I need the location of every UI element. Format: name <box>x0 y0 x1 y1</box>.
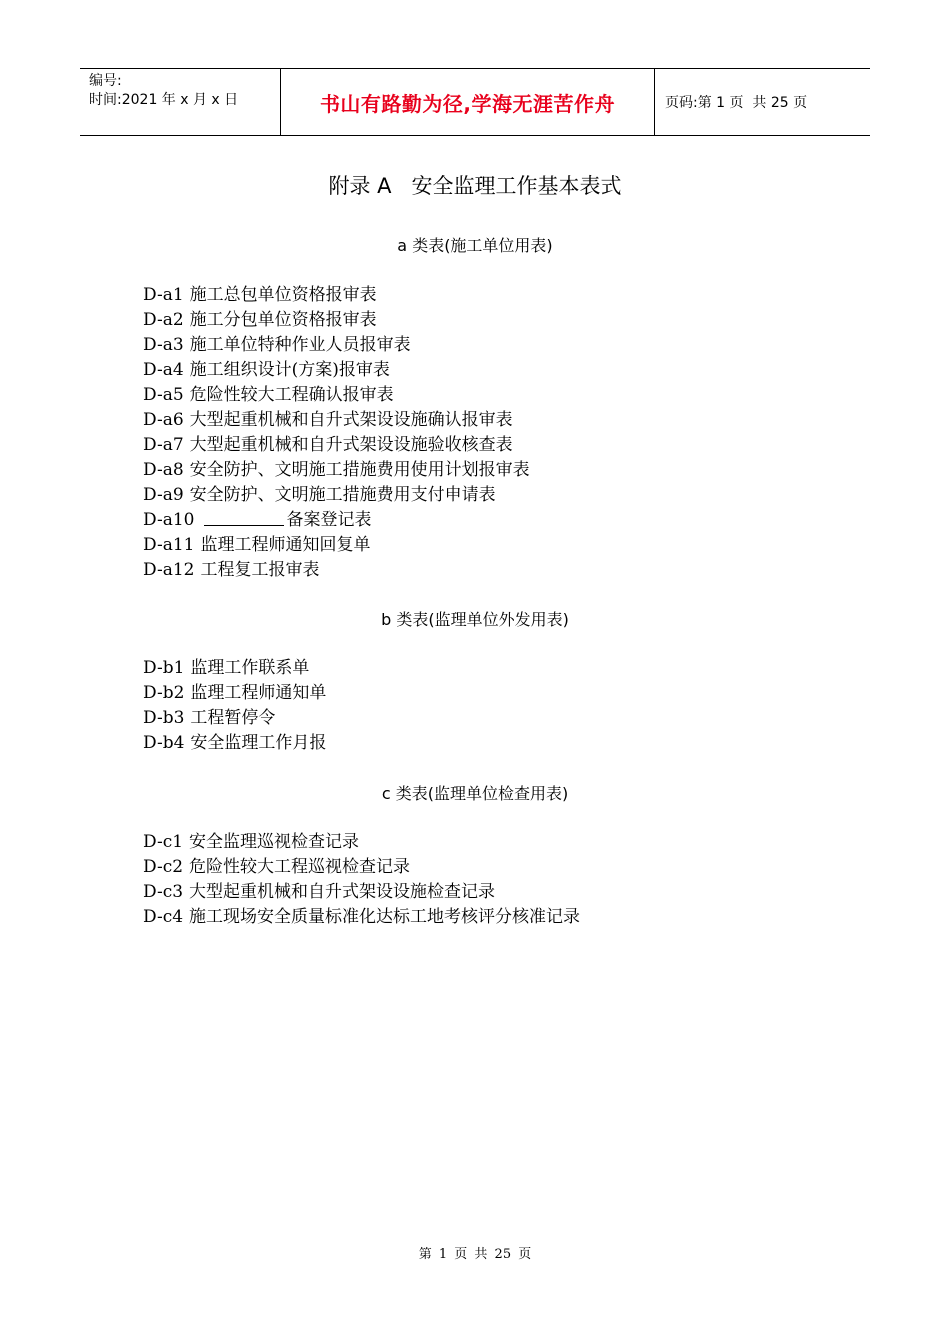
item-text: 危险性较大工程确认报审表 <box>189 385 394 405</box>
list-item <box>143 706 326 731</box>
list-item <box>143 308 530 333</box>
section-b-heading: b 类表(监理单位外发用表) <box>381 610 569 629</box>
item-code: D-a11 <box>143 535 195 555</box>
item-text: 工程复工报审表 <box>200 560 320 580</box>
list-item <box>143 880 580 905</box>
list-item <box>143 681 326 706</box>
header-meta <box>80 69 281 135</box>
item-code: D-a9 <box>143 485 184 505</box>
page-footer: 第 1 页 共 25 页 <box>418 1247 532 1262</box>
item-code: D-c1 <box>143 832 184 852</box>
header-page-number: 页码:第 1 页 共 25 页 <box>665 95 808 111</box>
item-code: D-b4 <box>143 733 185 753</box>
list-item <box>143 458 530 483</box>
item-code: D-c4 <box>143 907 184 927</box>
document-date: 时间:2021 年 x 月 x 日 <box>89 92 239 108</box>
list-item <box>143 731 326 756</box>
item-text: 安全防护、文明施工措施费用使用计划报审表 <box>189 460 530 480</box>
list-item <box>143 656 326 681</box>
section-c-heading: c 类表(监理单位检查用表) <box>381 784 569 803</box>
item-text: 监理工程师通知回复单 <box>200 535 371 555</box>
section-a-list <box>143 283 530 583</box>
list-item <box>143 483 530 508</box>
item-code: D-a8 <box>143 460 184 480</box>
section-c-list <box>143 830 580 930</box>
item-code: D-c2 <box>143 857 184 877</box>
item-text: 监理工程师通知单 <box>190 683 327 703</box>
item-code: D-a4 <box>143 360 184 380</box>
list-item <box>143 408 530 433</box>
item-text: 施工单位特种作业人员报审表 <box>189 335 411 355</box>
document-title: 附录 A 安全监理工作基本表式 <box>328 174 622 198</box>
item-text: 大型起重机械和自升式架设设施确认报审表 <box>189 410 513 430</box>
item-code: D-a2 <box>143 310 184 330</box>
list-item <box>143 533 530 558</box>
item-code: D-c3 <box>143 882 184 902</box>
item-text: 施工组织设计(方案)报审表 <box>189 360 390 380</box>
fill-in-blank <box>204 508 284 526</box>
section-a-heading: a 类表(施工单位用表) <box>397 236 553 255</box>
item-code: D-a5 <box>143 385 184 405</box>
list-item <box>143 383 530 408</box>
item-text: 施工分包单位资格报审表 <box>189 310 377 330</box>
item-text: 危险性较大工程巡视检查记录 <box>189 857 411 877</box>
item-text: 安全监理工作月报 <box>190 733 327 753</box>
list-item <box>143 433 530 458</box>
list-item <box>143 358 530 383</box>
item-code: D-b3 <box>143 708 185 728</box>
item-text: 安全防护、文明施工措施费用支付申请表 <box>189 485 496 505</box>
item-text: 施工总包单位资格报审表 <box>189 285 377 305</box>
list-item <box>143 830 580 855</box>
item-code: D-b2 <box>143 683 185 703</box>
list-item <box>143 283 530 308</box>
item-code: D-a7 <box>143 435 184 455</box>
item-text: 安全监理巡视检查记录 <box>189 832 360 852</box>
item-text: 大型起重机械和自升式架设设施检查记录 <box>189 882 496 902</box>
item-code: D-a10 <box>143 510 195 530</box>
list-item <box>143 508 530 533</box>
section-b-list <box>143 656 326 756</box>
item-text: 工程暂停令 <box>190 708 276 728</box>
document-number-label: 编号: <box>89 73 122 89</box>
list-item <box>143 333 530 358</box>
list-item <box>143 905 580 930</box>
item-code: D-a3 <box>143 335 184 355</box>
item-text: 监理工作联系单 <box>190 658 310 678</box>
item-text: 施工现场安全质量标准化达标工地考核评分核准记录 <box>189 907 581 927</box>
item-code: D-a6 <box>143 410 184 430</box>
item-code: D-b1 <box>143 658 185 678</box>
item-text: 备案登记表 <box>286 510 372 530</box>
list-item <box>143 855 580 880</box>
item-code: D-a1 <box>143 285 184 305</box>
page-header <box>80 68 870 136</box>
item-text: 大型起重机械和自升式架设设施验收核查表 <box>189 435 513 455</box>
header-motto: 书山有路勤为径,学海无涯苦作舟 <box>281 69 655 135</box>
list-item <box>143 558 530 583</box>
item-code: D-a12 <box>143 560 195 580</box>
